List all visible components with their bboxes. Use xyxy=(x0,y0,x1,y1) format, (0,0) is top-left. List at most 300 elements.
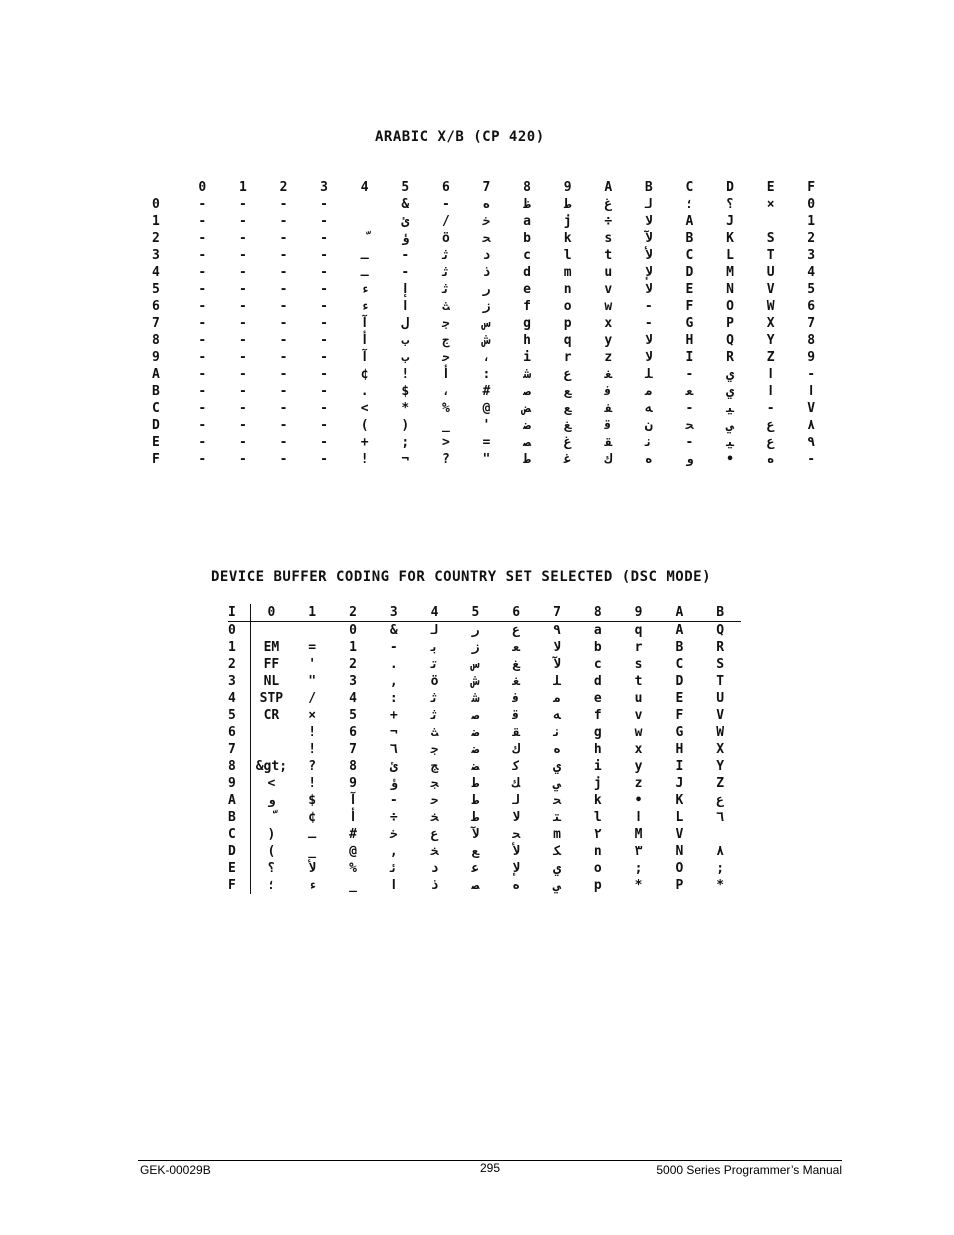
table-row xyxy=(152,298,832,315)
table-row xyxy=(228,724,741,741)
table-row xyxy=(152,281,832,298)
code-cell: a xyxy=(593,623,602,638)
code-cell: ﻔ xyxy=(604,401,613,416)
code-cell: ﻉ xyxy=(512,623,521,638)
code-cell: • xyxy=(726,452,734,467)
code-cell: - xyxy=(198,316,207,331)
code-cell: - xyxy=(685,401,694,416)
code-cell: ﻏ xyxy=(563,452,572,467)
code-cell: ﺷ xyxy=(523,367,531,382)
code-cell: w xyxy=(604,299,613,314)
code-cell: ﻌ xyxy=(512,640,521,655)
code-cell: P xyxy=(675,878,684,893)
column-header: 6 xyxy=(441,180,450,195)
code-cell: V xyxy=(807,401,816,416)
code-cell: 2 xyxy=(349,657,357,672)
code-cell: ﺷ xyxy=(471,691,480,706)
code-cell: ﻲ xyxy=(553,878,561,893)
code-cell: v xyxy=(634,708,643,723)
code-cell: ﻥ xyxy=(644,418,653,433)
code-cell: k xyxy=(593,793,602,808)
code-cell: @ xyxy=(349,844,357,859)
code-cell: ـ xyxy=(360,248,369,263)
code-cell: ﻻ xyxy=(644,333,653,348)
code-cell: ا xyxy=(401,299,410,314)
code-cell: x xyxy=(634,742,643,757)
code-cell: ﻀ xyxy=(471,759,480,774)
column-header: 1 xyxy=(238,180,247,195)
row-header: C xyxy=(152,401,160,416)
code-cell: - xyxy=(238,299,247,314)
code-cell: g xyxy=(593,725,602,740)
code-cell: ! xyxy=(360,452,369,467)
code-cell: ٨ xyxy=(807,418,816,433)
code-cell: 0 xyxy=(807,197,816,212)
column-header: F xyxy=(807,180,816,195)
code-cell: ه xyxy=(766,452,775,467)
code-cell: آ xyxy=(360,316,369,331)
code-cell: ﻊ xyxy=(563,401,572,416)
code-cell: ر xyxy=(482,282,491,297)
row-header: F xyxy=(228,877,251,894)
code-cell xyxy=(344,196,385,213)
code-cell: ﻉ xyxy=(766,418,775,433)
column-header: 0 xyxy=(198,180,207,195)
row-header: A xyxy=(152,367,160,382)
code-cell: ؟ xyxy=(267,861,276,876)
code-cell: & xyxy=(401,197,410,212)
arabic-cp420-table xyxy=(152,179,832,468)
column-header: C xyxy=(685,180,694,195)
code-cell: h xyxy=(593,742,602,757)
code-cell: ٩ xyxy=(807,435,816,450)
table-row xyxy=(228,843,741,860)
code-cell: + xyxy=(360,435,369,450)
code-cell: f xyxy=(523,299,531,314)
code-cell: . xyxy=(360,384,369,399)
code-cell: - xyxy=(238,350,247,365)
code-cell: ﻧ xyxy=(553,725,561,740)
code-cell: ﻱ xyxy=(726,367,734,382)
code-cell: - xyxy=(238,367,247,382)
code-cell: j xyxy=(593,776,602,791)
code-cell: ا xyxy=(766,367,775,382)
code-cell: - xyxy=(644,316,653,331)
code-cell: ﻁ xyxy=(471,793,480,808)
code-cell: 6 xyxy=(807,299,816,314)
code-cell: أ xyxy=(441,367,450,382)
row-header: 7 xyxy=(152,316,160,331)
code-cell: u xyxy=(634,691,643,706)
code-cell: z xyxy=(634,776,643,791)
code-cell: 6 xyxy=(349,725,357,740)
code-cell: q xyxy=(563,333,572,348)
code-cell: ئ xyxy=(389,759,398,774)
device-buffer-table xyxy=(228,604,741,894)
column-header: 5 xyxy=(401,180,410,195)
code-cell: - xyxy=(198,418,207,433)
code-cell: ﻵ xyxy=(553,657,561,672)
table-row xyxy=(152,196,832,213)
code-cell: ، xyxy=(482,350,491,365)
table-row xyxy=(152,264,832,281)
code-cell: ﻵ xyxy=(644,231,653,246)
code-cell: - xyxy=(279,452,288,467)
code-cell: ﺛ xyxy=(441,282,450,297)
code-cell: ا xyxy=(389,878,398,893)
footer-manual-title: 5000 Series Programmer’s Manual xyxy=(656,1163,842,1177)
code-cell: ـ xyxy=(360,265,369,280)
code-cell xyxy=(251,809,292,826)
row-header: 2 xyxy=(228,656,251,673)
code-cell: ﺟ xyxy=(441,316,450,331)
row-header: 5 xyxy=(228,707,251,724)
code-cell: NL xyxy=(263,674,280,689)
code-cell: ﺻ xyxy=(523,384,531,399)
code-cell: ﺛ xyxy=(441,265,450,280)
code-cell: ، xyxy=(441,384,450,399)
code-cell: ﻷ xyxy=(644,248,653,263)
code-cell: - xyxy=(389,640,398,655)
code-cell: a xyxy=(523,214,531,229)
table-row xyxy=(152,434,832,451)
code-cell: i xyxy=(523,350,531,365)
code-cell: - xyxy=(279,214,288,229)
code-cell: U xyxy=(766,265,775,280)
column-header: 0 xyxy=(251,604,292,622)
code-cell: R xyxy=(726,350,734,365)
code-cell: t xyxy=(634,674,643,689)
code-cell: ﻟ xyxy=(644,197,653,212)
code-cell: - xyxy=(320,299,328,314)
code-cell: ﻱ xyxy=(726,384,734,399)
code-cell: ع xyxy=(716,793,725,808)
code-cell: @ xyxy=(482,401,491,416)
code-cell: - xyxy=(279,282,288,297)
code-cell: ٦ xyxy=(716,810,725,825)
code-cell xyxy=(251,724,292,741)
code-cell: - xyxy=(198,197,207,212)
code-cell: ﻛ xyxy=(512,759,521,774)
row-header: 5 xyxy=(152,282,160,297)
code-cell: F xyxy=(685,299,694,314)
code-cell: FF xyxy=(263,657,280,672)
code-cell: ل xyxy=(401,316,410,331)
code-cell: ﻭ xyxy=(685,452,694,467)
code-cell: ! xyxy=(308,725,317,740)
code-cell: _ xyxy=(349,878,357,893)
code-cell: ﺿ xyxy=(471,725,480,740)
column-header: 8 xyxy=(577,604,618,622)
code-cell: ز xyxy=(471,640,480,655)
code-cell: E xyxy=(685,282,694,297)
code-cell: n xyxy=(593,844,602,859)
code-cell: ٨ xyxy=(716,844,725,859)
code-cell: ﻊ xyxy=(563,384,572,399)
code-cell: - xyxy=(685,435,694,450)
code-cell: $ xyxy=(308,793,317,808)
code-cell: ö xyxy=(441,231,450,246)
code-cell: ¢ xyxy=(360,367,369,382)
corner-cell xyxy=(152,179,182,196)
code-cell: ر xyxy=(471,623,480,638)
code-cell: % xyxy=(441,401,450,416)
row-header: 8 xyxy=(152,333,160,348)
code-cell: ﻭ xyxy=(267,793,276,808)
table-row xyxy=(228,656,741,673)
code-cell: J xyxy=(726,214,734,229)
code-cell: Z xyxy=(716,776,725,791)
code-cell: ﻷ xyxy=(308,861,317,876)
code-cell: 7 xyxy=(807,316,816,331)
code-cell: 4 xyxy=(349,691,357,706)
code-cell: ﺤ xyxy=(512,827,521,842)
code-cell: - xyxy=(238,401,247,416)
code-cell: - xyxy=(198,452,207,467)
code-cell: + xyxy=(389,708,398,723)
code-cell: ) xyxy=(401,418,410,433)
code-cell: ﻻ xyxy=(644,350,653,365)
code-cell: - xyxy=(238,435,247,450)
code-cell: - xyxy=(807,367,816,382)
code-cell: - xyxy=(320,265,328,280)
code-cell: ش xyxy=(471,674,480,689)
code-cell: ﻓ xyxy=(604,384,613,399)
code-cell: # xyxy=(349,827,357,842)
code-cell: E xyxy=(675,691,684,706)
code-cell: X xyxy=(716,742,725,757)
code-cell: - xyxy=(238,452,247,467)
row-header: 4 xyxy=(152,265,160,280)
code-cell: Z xyxy=(766,350,775,365)
column-header: 2 xyxy=(333,604,374,622)
column-header: A xyxy=(659,604,700,622)
code-cell: ? xyxy=(308,759,317,774)
code-cell: X xyxy=(766,316,775,331)
code-cell: c xyxy=(593,657,602,672)
column-header: B xyxy=(700,604,741,622)
column-header: 8 xyxy=(523,180,531,195)
code-cell: - xyxy=(198,214,207,229)
code-cell: 9 xyxy=(807,350,816,365)
code-cell: ه xyxy=(644,452,653,467)
code-cell: س xyxy=(482,316,491,331)
row-header: B xyxy=(152,384,160,399)
code-cell: ﻵ xyxy=(471,827,480,842)
code-cell: q xyxy=(634,623,643,638)
code-cell: * xyxy=(716,878,725,893)
table1-title: ARABIC X/B (CP 420) xyxy=(375,129,545,145)
code-cell: × xyxy=(766,197,775,212)
code-cell xyxy=(251,622,292,640)
code-cell: ﻙ xyxy=(604,452,613,467)
code-cell: ﺣ xyxy=(430,793,439,808)
code-cell: m xyxy=(563,265,572,280)
code-cell: ؛ xyxy=(267,878,276,893)
code-cell: STP xyxy=(259,691,284,706)
code-cell: أ xyxy=(349,810,357,825)
row-header: E xyxy=(228,860,251,877)
code-cell: ﻉ xyxy=(563,367,572,382)
code-cell: ) xyxy=(267,827,276,842)
row-header: 1 xyxy=(152,214,160,229)
code-cell: ﻐ xyxy=(512,674,521,689)
code-cell: - xyxy=(320,367,328,382)
code-cell: 3 xyxy=(349,674,357,689)
code-cell: آ xyxy=(349,793,357,808)
code-cell: ﻎ xyxy=(563,418,572,433)
code-cell: - xyxy=(279,248,288,263)
code-cell: T xyxy=(766,248,775,263)
code-cell: - xyxy=(238,214,247,229)
code-cell: ﻍ xyxy=(563,435,572,450)
code-cell: ؛ xyxy=(685,197,694,212)
code-cell: ﺟ xyxy=(430,742,439,757)
column-header: 6 xyxy=(496,604,537,622)
code-cell: - xyxy=(198,248,207,263)
code-cell: ﺾ xyxy=(523,401,531,416)
code-cell: ﻣ xyxy=(644,384,653,399)
code-cell: R xyxy=(716,640,725,655)
code-cell: س xyxy=(471,657,480,672)
row-header: 9 xyxy=(228,775,251,792)
code-cell: p xyxy=(563,316,572,331)
code-cell xyxy=(251,741,292,758)
code-cell: ﻣ xyxy=(553,691,561,706)
code-cell: ٦ xyxy=(389,742,398,757)
code-cell: - xyxy=(238,316,247,331)
code-cell: ﻃ xyxy=(471,810,480,825)
table-row xyxy=(228,775,741,792)
code-cell: ﻟ xyxy=(512,793,521,808)
column-header: 7 xyxy=(537,604,578,622)
code-cell: ﺤ xyxy=(482,231,491,246)
code-cell: 8 xyxy=(349,759,357,774)
code-cell: ﺘ xyxy=(553,810,561,825)
code-cell: e xyxy=(593,691,602,706)
code-cell: ء xyxy=(308,878,317,893)
code-cell: - xyxy=(320,282,328,297)
column-header: 4 xyxy=(360,180,369,195)
code-cell: ب xyxy=(401,350,410,365)
code-cell: ¬ xyxy=(401,452,410,467)
code-cell: آ xyxy=(360,350,369,365)
code-cell: o xyxy=(593,861,602,876)
code-cell: P xyxy=(726,316,734,331)
code-cell: * xyxy=(634,878,643,893)
row-header: D xyxy=(228,843,251,860)
code-cell: - xyxy=(238,265,247,280)
code-cell: ﻻ xyxy=(512,810,521,825)
code-cell: 9 xyxy=(349,776,357,791)
code-cell xyxy=(292,622,333,640)
code-cell: ( xyxy=(360,418,369,433)
code-cell: - xyxy=(320,401,328,416)
code-cell: ﺑ xyxy=(430,640,439,655)
code-cell: ﺤ xyxy=(553,793,561,808)
code-cell: Y xyxy=(716,759,725,774)
code-cell: Y xyxy=(766,333,775,348)
code-cell: ﻪ xyxy=(553,708,561,723)
code-cell: w xyxy=(634,725,643,740)
code-cell: ¬ xyxy=(389,725,398,740)
code-cell: * xyxy=(401,401,410,416)
code-cell: - xyxy=(279,299,288,314)
code-cell: k xyxy=(563,231,572,246)
code-cell: ﺋ xyxy=(389,861,398,876)
code-cell: ﻐ xyxy=(604,367,613,382)
code-cell: 5 xyxy=(807,282,816,297)
code-cell: ﻱ xyxy=(553,759,561,774)
code-cell: ﻱ xyxy=(553,861,561,876)
code-cell: V xyxy=(716,708,725,723)
code-cell: H xyxy=(675,742,684,757)
code-cell: l xyxy=(563,248,572,263)
code-cell: ﻧ xyxy=(644,435,653,450)
code-cell: ﺧ xyxy=(389,827,398,842)
code-cell: # xyxy=(482,384,491,399)
row-header: 0 xyxy=(152,197,160,212)
code-cell xyxy=(344,230,385,247)
table-row xyxy=(228,826,741,843)
code-cell: ط xyxy=(523,452,531,467)
code-cell: ـ xyxy=(308,827,317,842)
code-cell: / xyxy=(441,214,450,229)
column-header: 9 xyxy=(563,180,572,195)
code-cell: ! xyxy=(308,776,317,791)
code-cell: - xyxy=(279,367,288,382)
code-cell: ﻗ xyxy=(512,708,521,723)
code-cell: ؤ xyxy=(389,776,398,791)
code-cell: - xyxy=(279,384,288,399)
code-cell: - xyxy=(320,197,328,212)
code-cell: - xyxy=(320,384,328,399)
code-cell: ÷ xyxy=(389,810,398,825)
row-header: 6 xyxy=(228,724,251,741)
code-cell: - xyxy=(320,435,328,450)
table-row xyxy=(228,792,741,809)
code-cell: % xyxy=(349,861,357,876)
table-row xyxy=(152,366,832,383)
code-cell: L xyxy=(675,810,684,825)
code-cell: d xyxy=(593,674,602,689)
code-cell: 7 xyxy=(349,742,357,757)
table-row xyxy=(152,349,832,366)
code-cell: - xyxy=(279,333,288,348)
code-cell: ﺞ xyxy=(430,759,439,774)
code-cell: - xyxy=(279,418,288,433)
row-header: 8 xyxy=(228,758,251,775)
code-cell: ; xyxy=(634,861,643,876)
code-cell: ! xyxy=(308,742,317,757)
row-header: 7 xyxy=(228,741,251,758)
code-cell: - xyxy=(198,435,207,450)
code-cell: ﺼ xyxy=(471,878,480,893)
code-cell: ﻴ xyxy=(726,435,734,450)
code-cell: ﻘ xyxy=(604,435,613,450)
code-cell: ; xyxy=(401,435,410,450)
code-cell: I xyxy=(675,759,684,774)
code-cell: s xyxy=(604,231,613,246)
table-row xyxy=(152,332,832,349)
code-cell: j xyxy=(563,214,572,229)
code-cell: - xyxy=(238,197,247,212)
table-row xyxy=(228,673,741,690)
code-cell: d xyxy=(523,265,531,280)
row-header: D xyxy=(152,418,160,433)
code-cell: - xyxy=(320,316,328,331)
code-cell: ﻘ xyxy=(512,725,521,740)
